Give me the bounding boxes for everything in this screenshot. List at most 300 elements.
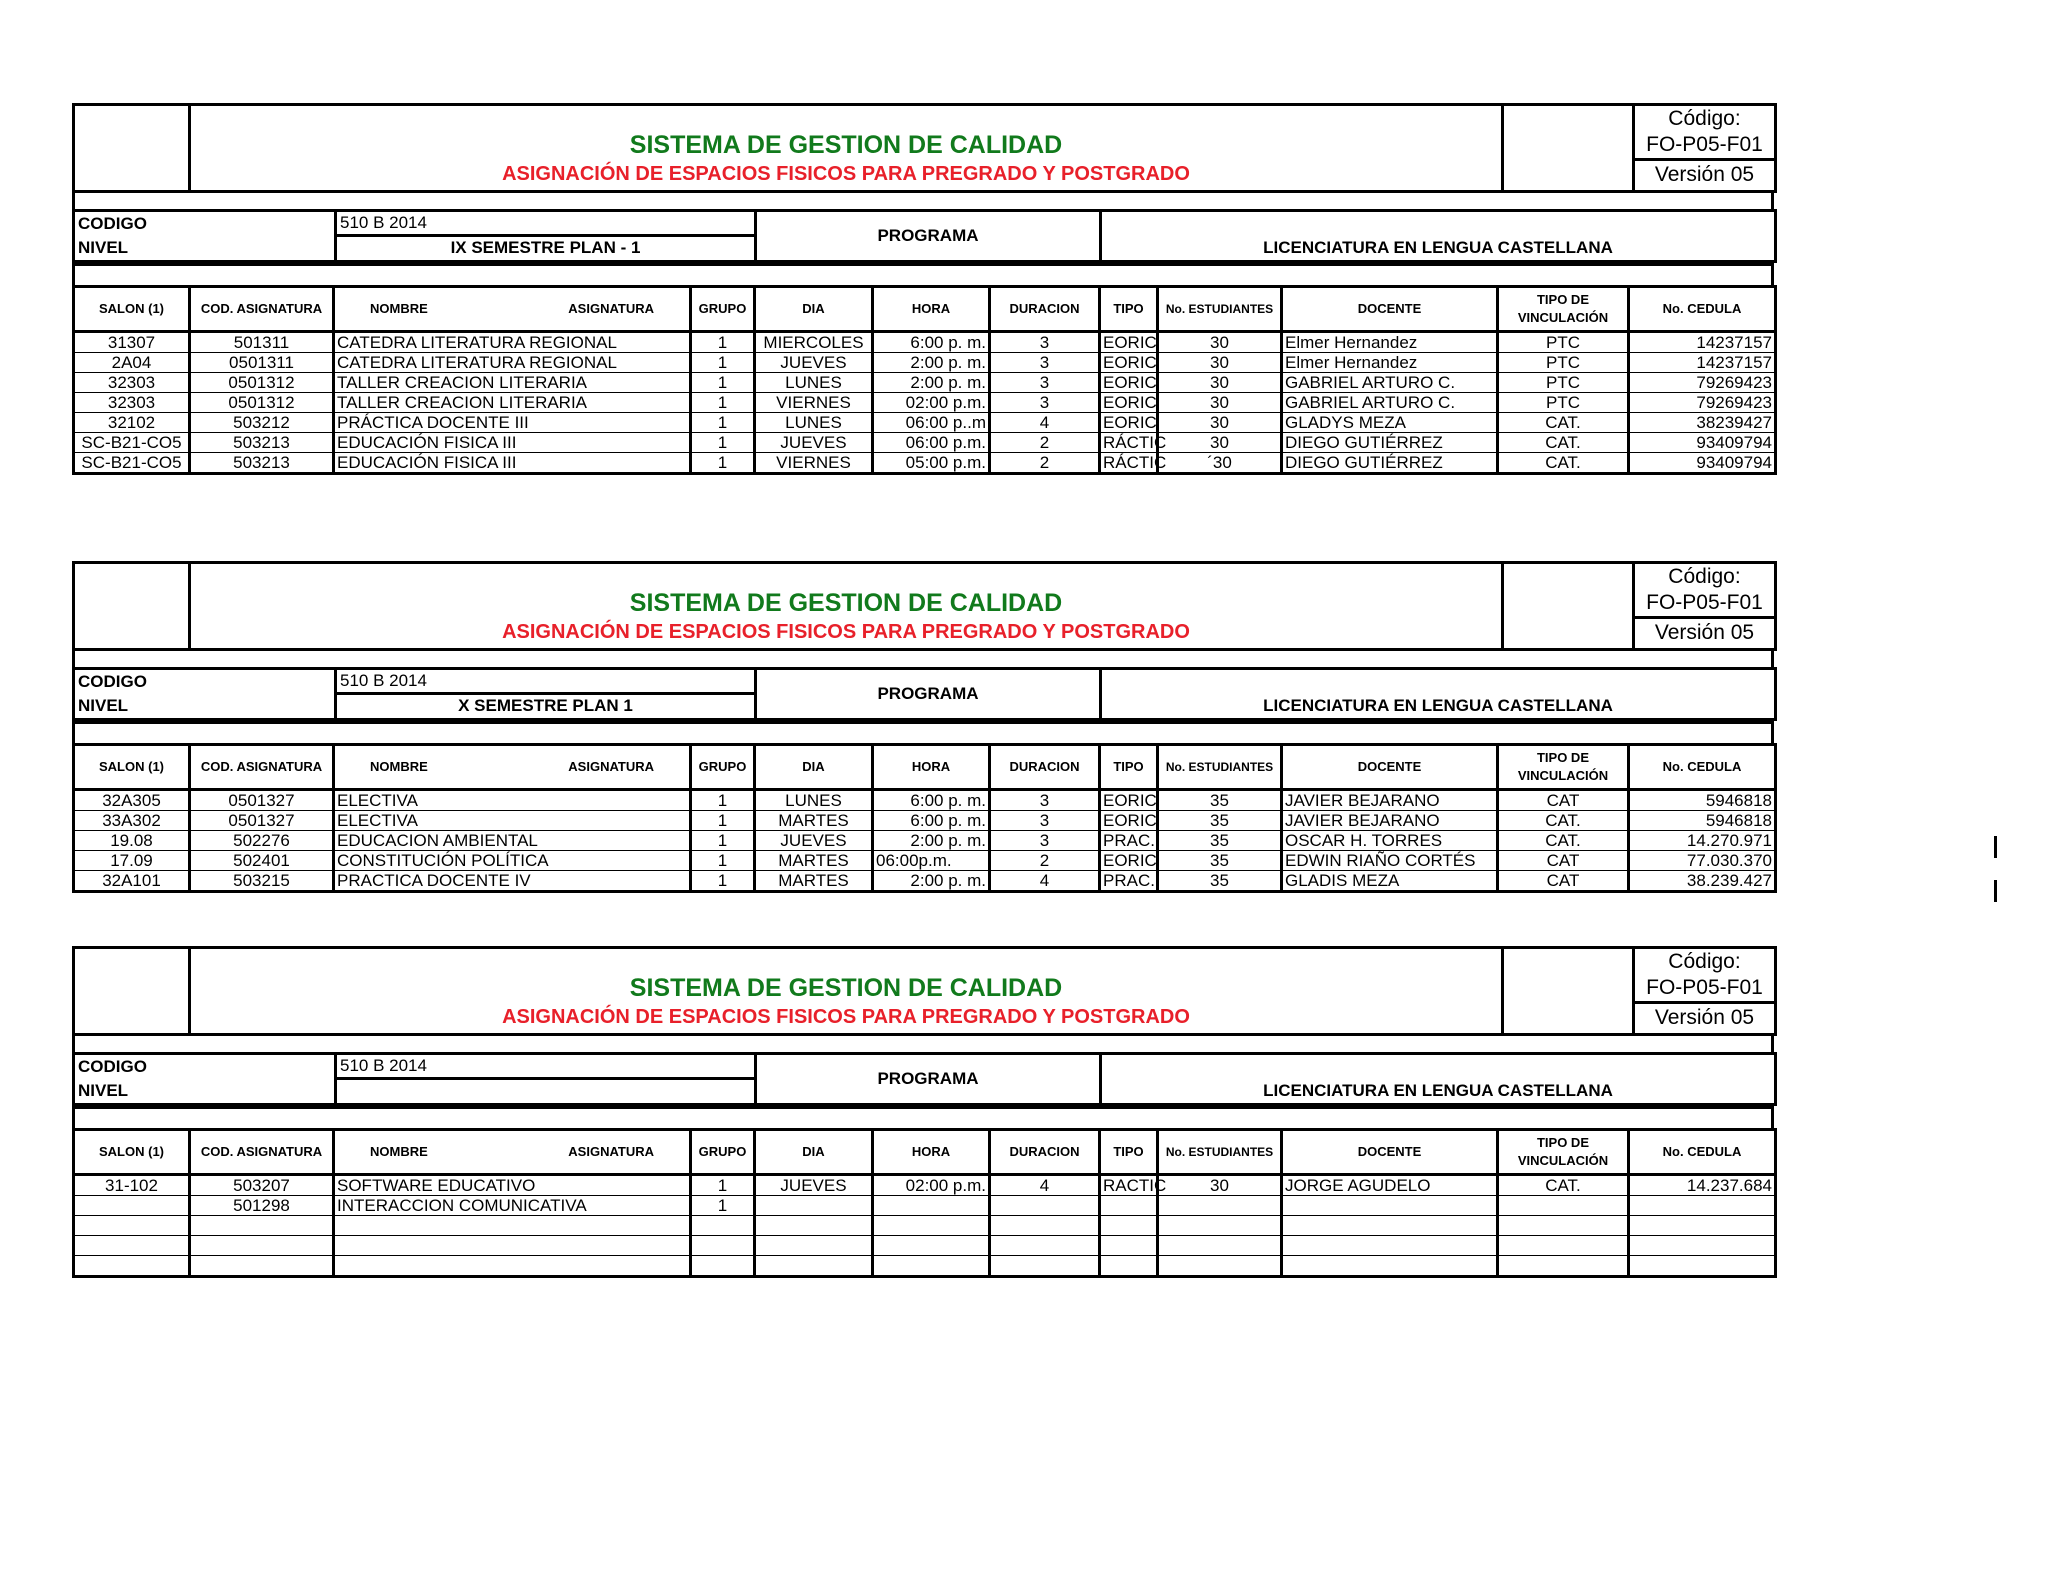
cell-estudiantes: 30 <box>1158 412 1282 432</box>
cell-cedula: 5946818 <box>1629 789 1776 810</box>
cell-cedula: 77.030.370 <box>1629 850 1776 870</box>
cell-docente <box>1282 1255 1498 1276</box>
cell-nombre-asignatura: INTERACCION COMUNICATIVA <box>334 1195 691 1215</box>
cell-salon <box>74 1255 190 1276</box>
sheet-subtitle: ASIGNACIÓN DE ESPACIOS FISICOS PARA PREGRADO Y POSTGRADO <box>190 618 1503 650</box>
cell-estudiantes: ´30 <box>1158 452 1282 473</box>
cell-vinculacion: PTC <box>1498 392 1629 412</box>
system-title: SISTEMA DE GESTION DE CALIDAD <box>190 948 1503 1003</box>
cell-tipo: PRAC. <box>1100 830 1158 850</box>
schedule-table <box>72 285 1777 475</box>
col-estudiantes: No. ESTUDIANTES <box>1158 744 1282 789</box>
cell-grupo: 1 <box>691 810 755 830</box>
table-row <box>74 1174 1776 1195</box>
cell-nombre-asignatura: EDUCACIÓN FISICA III <box>334 432 691 452</box>
cell-grupo: 1 <box>691 392 755 412</box>
cell-estudiantes <box>1158 1235 1282 1255</box>
version-label: Versión 05 <box>1634 618 1776 650</box>
schedule-table <box>72 743 1777 893</box>
cell-tipo: EORIC <box>1100 789 1158 810</box>
cell-nombre-asignatura: PRACTICA DOCENTE IV <box>334 870 691 891</box>
cell-estudiantes: 35 <box>1158 789 1282 810</box>
cell-duracion: 3 <box>990 830 1100 850</box>
cell-duracion: 4 <box>990 412 1100 432</box>
cell-tipo: PRAC. <box>1100 870 1158 891</box>
cell-docente: GLADYS MEZA <box>1282 412 1498 432</box>
cell-cedula: 14.237.684 <box>1629 1174 1776 1195</box>
table-row <box>74 1255 1776 1276</box>
table-body <box>74 789 1776 891</box>
cell-vinculacion <box>1498 1215 1629 1235</box>
col-nombre-asignatura <box>334 744 691 789</box>
cell-salon: 2A04 <box>74 352 190 372</box>
cell-hora: 6:00 p. m. <box>873 810 990 830</box>
col-asignatura: ASIGNATURA <box>568 1143 654 1159</box>
col-duracion: DURACION <box>990 286 1100 331</box>
cell-vinculacion: CAT. <box>1498 830 1629 850</box>
schedule-sheet-2 <box>72 561 1774 893</box>
header-row <box>74 744 1776 789</box>
cell-dia: LUNES <box>755 789 873 810</box>
cell-tipo <box>1100 1215 1158 1235</box>
cell-tipo: RACTIC <box>1100 1174 1158 1195</box>
cell-duracion <box>990 1255 1100 1276</box>
cell-salon: SC-B21-CO5 <box>74 452 190 473</box>
cell-grupo: 1 <box>691 789 755 810</box>
col-cod-asignatura: COD. ASIGNATURA <box>190 744 334 789</box>
cell-tipo: EORIC <box>1100 331 1158 352</box>
cell-tipo: EORIC <box>1100 850 1158 870</box>
programa-value: LICENCIATURA EN LENGUA CASTELLANA <box>1101 1053 1776 1104</box>
cell-docente <box>1282 1195 1498 1215</box>
cell-salon: 19.08 <box>74 830 190 850</box>
meta-labels <box>74 1053 336 1104</box>
cell-duracion: 3 <box>990 810 1100 830</box>
nivel-value <box>336 1079 756 1105</box>
cell-cod-asignatura: 0501327 <box>190 810 334 830</box>
cell-cod-asignatura: 0501312 <box>190 372 334 392</box>
cell-docente: Elmer Hernandez <box>1282 331 1498 352</box>
cell-dia: VIERNES <box>755 452 873 473</box>
programa-value: LICENCIATURA EN LENGUA CASTELLANA <box>1101 668 1776 719</box>
nivel-label: NIVEL <box>78 1080 129 1100</box>
cell-duracion: 4 <box>990 1174 1100 1195</box>
cell-hora: 6:00 p. m. <box>873 331 990 352</box>
cell-hora <box>873 1255 990 1276</box>
codigo-label: CODIGO <box>78 1056 147 1076</box>
header-row <box>74 286 1776 331</box>
cell-vinculacion: PTC <box>1498 372 1629 392</box>
cell-tipo <box>1100 1195 1158 1215</box>
code-value: FO-P05-F01 <box>1634 975 1776 1003</box>
cell-cod-asignatura: 502401 <box>190 850 334 870</box>
col-salon: SALON (1) <box>74 744 190 789</box>
cell-salon: 17.09 <box>74 850 190 870</box>
cell-grupo: 1 <box>691 452 755 473</box>
table-row <box>74 352 1776 372</box>
cell-tipo: EORIC <box>1100 810 1158 830</box>
cell-cedula: 14.270.971 <box>1629 830 1776 850</box>
cell-vinculacion <box>1498 1195 1629 1215</box>
cell-hora: 06:00 p..m <box>873 412 990 432</box>
sheet-subtitle: ASIGNACIÓN DE ESPACIOS FISICOS PARA PREGRADO Y POSTGRADO <box>190 1003 1503 1035</box>
col-cod-asignatura: COD. ASIGNATURA <box>190 286 334 331</box>
cell-docente: Elmer Hernandez <box>1282 352 1498 372</box>
col-cod-asignatura: COD. ASIGNATURA <box>190 1129 334 1174</box>
cell-cod-asignatura: 501311 <box>190 331 334 352</box>
cell-estudiantes: 35 <box>1158 810 1282 830</box>
cell-nombre-asignatura: ELECTIVA <box>334 810 691 830</box>
sheet-header <box>72 103 1777 193</box>
cell-nombre-asignatura: CONSTITUCIÓN POLÍTICA <box>334 850 691 870</box>
cell-nombre-asignatura: TALLER CREACION LITERARIA <box>334 372 691 392</box>
cell-grupo <box>691 1215 755 1235</box>
cell-salon <box>74 1195 190 1215</box>
logo-cell-left <box>74 948 190 1035</box>
cell-duracion: 3 <box>990 372 1100 392</box>
sheet-subtitle: ASIGNACIÓN DE ESPACIOS FISICOS PARA PREGRADO Y POSTGRADO <box>190 160 1503 192</box>
cell-salon: 31307 <box>74 331 190 352</box>
cell-hora <box>873 1195 990 1215</box>
cell-dia: MIERCOLES <box>755 331 873 352</box>
cell-grupo: 1 <box>691 372 755 392</box>
cell-hora: 2:00 p. m. <box>873 352 990 372</box>
cell-cedula: 93409794 <box>1629 452 1776 473</box>
cell-nombre-asignatura: SOFTWARE EDUCATIVO <box>334 1174 691 1195</box>
logo-cell-right <box>1503 563 1634 650</box>
cell-docente: JAVIER BEJARANO <box>1282 789 1498 810</box>
cell-hora: 02:00 p.m. <box>873 392 990 412</box>
cell-nombre-asignatura <box>334 1215 691 1235</box>
code-label: Código: <box>1634 563 1776 591</box>
cell-cod-asignatura: 0501311 <box>190 352 334 372</box>
cell-estudiantes <box>1158 1215 1282 1235</box>
cell-docente: JAVIER BEJARANO <box>1282 810 1498 830</box>
cell-duracion: 3 <box>990 352 1100 372</box>
cell-salon: 32A305 <box>74 789 190 810</box>
edge-mark-1 <box>1994 836 1997 858</box>
cell-grupo <box>691 1255 755 1276</box>
code-label: Código: <box>1634 948 1776 976</box>
cell-docente <box>1282 1215 1498 1235</box>
cell-duracion: 2 <box>990 850 1100 870</box>
sheet-meta <box>72 1052 1777 1106</box>
cell-vinculacion: CAT. <box>1498 1174 1629 1195</box>
cell-cod-asignatura: 503213 <box>190 432 334 452</box>
cell-cod-asignatura: 503212 <box>190 412 334 432</box>
cell-vinculacion: PTC <box>1498 331 1629 352</box>
table-row <box>74 1195 1776 1215</box>
cell-vinculacion: CAT. <box>1498 810 1629 830</box>
cell-docente: DIEGO GUTIÉRREZ <box>1282 452 1498 473</box>
cell-duracion: 2 <box>990 452 1100 473</box>
cell-hora: 05:00 p.m. <box>873 452 990 473</box>
cell-estudiantes: 30 <box>1158 1174 1282 1195</box>
cell-vinculacion: CAT. <box>1498 452 1629 473</box>
cell-cod-asignatura: 503207 <box>190 1174 334 1195</box>
cell-dia <box>755 1255 873 1276</box>
col-nombre: NOMBRE <box>370 1143 428 1159</box>
cell-vinculacion <box>1498 1235 1629 1255</box>
col-dia: DIA <box>755 744 873 789</box>
table-row <box>74 331 1776 352</box>
version-label: Versión 05 <box>1634 1003 1776 1035</box>
col-dia: DIA <box>755 286 873 331</box>
nivel-label: NIVEL <box>78 695 129 715</box>
cell-vinculacion: CAT <box>1498 850 1629 870</box>
cell-dia: LUNES <box>755 372 873 392</box>
cell-cedula: 79269423 <box>1629 392 1776 412</box>
cell-cedula: 79269423 <box>1629 372 1776 392</box>
cell-nombre-asignatura <box>334 1235 691 1255</box>
cell-nombre-asignatura: EDUCACIÓN FISICA III <box>334 452 691 473</box>
cell-dia: JUEVES <box>755 830 873 850</box>
col-tipo: TIPO <box>1100 1129 1158 1174</box>
cell-cod-asignatura: 0501312 <box>190 392 334 412</box>
programa-label: PROGRAMA <box>756 210 1101 261</box>
table-row <box>74 810 1776 830</box>
table-row <box>74 432 1776 452</box>
spacer <box>72 721 1774 743</box>
cell-grupo: 1 <box>691 850 755 870</box>
cell-cod-asignatura: 502276 <box>190 830 334 850</box>
logo-cell-left <box>74 563 190 650</box>
edge-mark-2 <box>1994 880 1997 902</box>
cell-cedula: 14237157 <box>1629 331 1776 352</box>
cell-salon: 32303 <box>74 392 190 412</box>
col-asignatura: ASIGNATURA <box>568 758 654 774</box>
programa-value: LICENCIATURA EN LENGUA CASTELLANA <box>1101 210 1776 261</box>
cell-dia <box>755 1235 873 1255</box>
spacer <box>72 1106 1774 1128</box>
col-nombre: NOMBRE <box>370 300 428 316</box>
cell-docente: GLADIS MEZA <box>1282 870 1498 891</box>
cell-tipo: EORIC <box>1100 352 1158 372</box>
cell-salon: 32303 <box>74 372 190 392</box>
cell-dia: VIERNES <box>755 392 873 412</box>
cell-hora <box>873 1215 990 1235</box>
cell-cod-asignatura: 503215 <box>190 870 334 891</box>
col-nombre: NOMBRE <box>370 758 428 774</box>
table-row <box>74 372 1776 392</box>
cell-grupo: 1 <box>691 1174 755 1195</box>
spacer <box>72 193 1774 209</box>
col-estudiantes: No. ESTUDIANTES <box>1158 1129 1282 1174</box>
cell-salon <box>74 1215 190 1235</box>
cell-estudiantes: 30 <box>1158 331 1282 352</box>
cell-cod-asignatura: 501298 <box>190 1195 334 1215</box>
cell-estudiantes: 35 <box>1158 850 1282 870</box>
cell-vinculacion <box>1498 1255 1629 1276</box>
schedule-table <box>72 1128 1777 1278</box>
cell-estudiantes: 30 <box>1158 372 1282 392</box>
logo-cell-right <box>1503 105 1634 192</box>
cell-grupo: 1 <box>691 331 755 352</box>
col-duracion: DURACION <box>990 1129 1100 1174</box>
col-tipo: TIPO <box>1100 286 1158 331</box>
cell-tipo <box>1100 1255 1158 1276</box>
cell-cedula: 14237157 <box>1629 352 1776 372</box>
col-nombre-asignatura <box>334 286 691 331</box>
cell-duracion <box>990 1235 1100 1255</box>
table-row <box>74 452 1776 473</box>
col-salon: SALON (1) <box>74 286 190 331</box>
cell-cedula: 38.239.427 <box>1629 870 1776 891</box>
cell-cedula: 93409794 <box>1629 432 1776 452</box>
cell-vinculacion: CAT <box>1498 789 1629 810</box>
col-hora: HORA <box>873 744 990 789</box>
codigo-value: 510 B 2014 <box>336 1053 756 1079</box>
cell-cedula <box>1629 1195 1776 1215</box>
cell-docente: JORGE AGUDELO <box>1282 1174 1498 1195</box>
cell-nombre-asignatura <box>334 1255 691 1276</box>
nivel-value: X SEMESTRE PLAN 1 <box>336 694 756 720</box>
cell-estudiantes: 30 <box>1158 432 1282 452</box>
cell-estudiantes: 30 <box>1158 392 1282 412</box>
col-salon: SALON (1) <box>74 1129 190 1174</box>
cell-cedula <box>1629 1255 1776 1276</box>
cell-dia: JUEVES <box>755 352 873 372</box>
cell-salon: 31-102 <box>74 1174 190 1195</box>
meta-labels <box>74 210 336 261</box>
cell-cod-asignatura: 0501327 <box>190 789 334 810</box>
cell-dia <box>755 1215 873 1235</box>
cell-duracion: 2 <box>990 432 1100 452</box>
cell-estudiantes: 30 <box>1158 352 1282 372</box>
table-row <box>74 1215 1776 1235</box>
cell-vinculacion: CAT <box>1498 870 1629 891</box>
table-row <box>74 412 1776 432</box>
table-row <box>74 830 1776 850</box>
table-row <box>74 392 1776 412</box>
col-grupo: GRUPO <box>691 286 755 331</box>
cell-salon: SC-B21-CO5 <box>74 432 190 452</box>
cell-salon: 33A302 <box>74 810 190 830</box>
header-row <box>74 1129 1776 1174</box>
table-body <box>74 1174 1776 1276</box>
code-value: FO-P05-F01 <box>1634 132 1776 160</box>
nivel-label: NIVEL <box>78 237 129 257</box>
table-row <box>74 789 1776 810</box>
cell-duracion <box>990 1215 1100 1235</box>
code-value: FO-P05-F01 <box>1634 590 1776 618</box>
cell-grupo: 1 <box>691 412 755 432</box>
cell-cedula: 38239427 <box>1629 412 1776 432</box>
cell-tipo: EORIC <box>1100 392 1158 412</box>
spacer <box>72 263 1774 285</box>
nivel-value: IX SEMESTRE PLAN - 1 <box>336 236 756 262</box>
cell-estudiantes: 35 <box>1158 870 1282 891</box>
cell-docente: GABRIEL ARTURO C. <box>1282 392 1498 412</box>
col-vinculacion: TIPO DE VINCULACIÓN <box>1498 1129 1629 1174</box>
cell-vinculacion: CAT. <box>1498 432 1629 452</box>
cell-cod-asignatura: 503213 <box>190 452 334 473</box>
cell-duracion: 4 <box>990 870 1100 891</box>
col-cedula: No. CEDULA <box>1629 744 1776 789</box>
system-title: SISTEMA DE GESTION DE CALIDAD <box>190 105 1503 160</box>
col-vinculacion: TIPO DE VINCULACIÓN <box>1498 286 1629 331</box>
cell-nombre-asignatura: EDUCACION AMBIENTAL <box>334 830 691 850</box>
cell-salon <box>74 1235 190 1255</box>
cell-nombre-asignatura: PRÁCTICA DOCENTE III <box>334 412 691 432</box>
col-hora: HORA <box>873 1129 990 1174</box>
table-row <box>74 870 1776 891</box>
spacer <box>72 651 1774 667</box>
cell-hora: 06:00p.m. <box>873 850 990 870</box>
cell-hora: 06:00 p.m. <box>873 432 990 452</box>
codigo-value: 510 B 2014 <box>336 668 756 694</box>
sheet-meta <box>72 209 1777 263</box>
sheet-meta <box>72 667 1777 721</box>
cell-dia: JUEVES <box>755 432 873 452</box>
col-estudiantes: No. ESTUDIANTES <box>1158 286 1282 331</box>
cell-docente: OSCAR H. TORRES <box>1282 830 1498 850</box>
cell-duracion <box>990 1195 1100 1215</box>
col-docente: DOCENTE <box>1282 744 1498 789</box>
programa-label: PROGRAMA <box>756 1053 1101 1104</box>
col-asignatura: ASIGNATURA <box>568 300 654 316</box>
cell-duracion: 3 <box>990 392 1100 412</box>
cell-cod-asignatura <box>190 1215 334 1235</box>
cell-docente: GABRIEL ARTURO C. <box>1282 372 1498 392</box>
cell-estudiantes <box>1158 1255 1282 1276</box>
cell-dia: JUEVES <box>755 1174 873 1195</box>
col-docente: DOCENTE <box>1282 1129 1498 1174</box>
sheet-header <box>72 561 1777 651</box>
cell-grupo: 1 <box>691 1195 755 1215</box>
cell-tipo: RÁCTIC <box>1100 452 1158 473</box>
cell-grupo: 1 <box>691 352 755 372</box>
cell-grupo: 1 <box>691 830 755 850</box>
spacer <box>72 1036 1774 1052</box>
cell-dia: LUNES <box>755 412 873 432</box>
schedule-sheet-3 <box>72 946 1774 1278</box>
cell-docente: EDWIN RIAÑO CORTÉS <box>1282 850 1498 870</box>
cell-cedula: 5946818 <box>1629 810 1776 830</box>
cell-vinculacion: PTC <box>1498 352 1629 372</box>
sheet-header <box>72 946 1777 1036</box>
col-cedula: No. CEDULA <box>1629 1129 1776 1174</box>
logo-cell-right <box>1503 948 1634 1035</box>
col-dia: DIA <box>755 1129 873 1174</box>
cell-nombre-asignatura: CATEDRA LITERATURA REGIONAL <box>334 331 691 352</box>
cell-cod-asignatura <box>190 1255 334 1276</box>
cell-dia: MARTES <box>755 810 873 830</box>
cell-cod-asignatura <box>190 1235 334 1255</box>
cell-duracion: 3 <box>990 331 1100 352</box>
cell-vinculacion: CAT. <box>1498 412 1629 432</box>
cell-grupo: 1 <box>691 870 755 891</box>
cell-docente <box>1282 1235 1498 1255</box>
cell-grupo: 1 <box>691 432 755 452</box>
cell-tipo <box>1100 1235 1158 1255</box>
cell-tipo: RÁCTIC <box>1100 432 1158 452</box>
cell-estudiantes: 35 <box>1158 830 1282 850</box>
cell-hora: 2:00 p. m. <box>873 372 990 392</box>
table-row <box>74 850 1776 870</box>
col-tipo: TIPO <box>1100 744 1158 789</box>
col-vinculacion: TIPO DE VINCULACIÓN <box>1498 744 1629 789</box>
cell-hora: 2:00 p. m. <box>873 830 990 850</box>
cell-salon: 32A101 <box>74 870 190 891</box>
version-label: Versión 05 <box>1634 160 1776 192</box>
cell-hora <box>873 1235 990 1255</box>
programa-label: PROGRAMA <box>756 668 1101 719</box>
cell-cedula <box>1629 1215 1776 1235</box>
schedule-sheet-1 <box>72 103 1774 475</box>
col-grupo: GRUPO <box>691 1129 755 1174</box>
table-row <box>74 1235 1776 1255</box>
